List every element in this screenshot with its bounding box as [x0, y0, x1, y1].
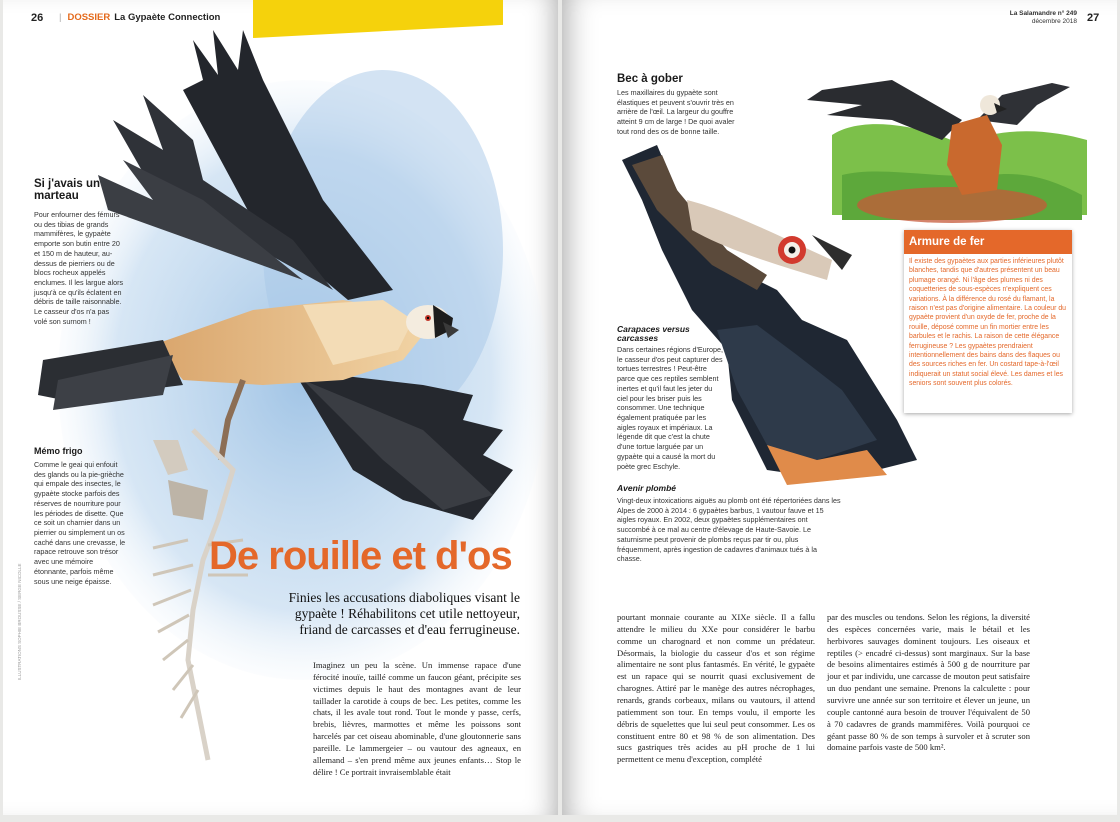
article-title: De rouille et d'os	[209, 534, 512, 578]
illustration-credit: ILLUSTRATIONS SOPHIE BROUSSE / SERGE NICOLLE	[17, 563, 22, 680]
sidebar-title-memo: Mémo frigo	[34, 446, 83, 456]
right-page-number: 27	[1087, 12, 1100, 24]
sidebar-text-carapaces: Dans certaines régions d'Europe, le casseur d'os peut capturer des tortues terrestres ! Peut-être parce que ces reptiles semblent inertes et qu'il faut les jeter du ciel pour les briser puis les consommer. Une technique également pratiquée par les aigles royaux et impériaux. La légende dit que c'est la chute d'une tortue larguée par un gypaète qui a causé la mort du poète grec Eschyle.	[617, 345, 724, 471]
right-page	[562, 0, 1117, 815]
sidebar-text-memo: Comme le geai qui enfouit des glands ou la pie-grièche qui empale des insectes, le gypaète stocke parfois des réserves de nourriture pour les périodes de disette. Que ce soit un charnier dans un pierrier ou simplement un os caché dans une crevasse, le rapace retrouve son trésor avec une mémoire étonnante, parfois même sous une neige épaisse.	[34, 460, 126, 586]
left-page-number: 26	[31, 12, 44, 24]
magazine-header	[1010, 10, 1077, 26]
rubric-subtitle: La Gypaète Connection	[114, 12, 221, 23]
armure-text-part2: La raison de cette élégance ferrugineuse ? Les gypaètes prendraient intentionnellement des bains dans des flaques ou des sources riches en fer. Un costard tape-à-l'œil indiquerait un statut social élevé. Les dames et les seniors sont souvent plus colorés.	[909, 333, 1063, 388]
sidebar-title-carapaces: Carapaces versus carcasses	[617, 324, 690, 343]
armure-boxout	[904, 230, 1072, 413]
armure-text-part1: Il existe des gypaètes aux parties inférieures plutôt blanches, tandis que d'autres présentent un beau plumage orangé. Ni l'âge des plumes ni des coquetteries de sous-espèces n'expliquent ces variations. À la différence du rosé du flamant, la raison n'est pas d'origine alimentaire. La couleur du gypaète provient d'un oxyde de fer, proche de la rouille, déposé comme un fin mortier entre les barbules et le rachis.	[909, 258, 1066, 341]
rubric-label: DOSSIER	[67, 12, 111, 23]
sidebar-text-avenir: Vingt-deux intoxications aiguës au plomb ont été répertoriées dans les Alpes de 2000 à 2014 : 6 gypaètes barbus, 1 vautour fauve et 15 aigles royaux. En 2002, deux gypaètes supplémentaires ont succombé à ce mal au centre d'élevage de Haute-Savoie. Le saturnisme peut provenir de plombs reçus par tir ou, plus fréquemment, après ingestion de cadavres d'animaux tués à la chasse.	[617, 496, 841, 564]
rubric-separator: |	[59, 12, 62, 23]
armure-title: Armure de fer	[904, 230, 1072, 254]
sidebar-text-bec: Les maxillaires du gypaète sont élastiques et peuvent s'ouvrir très en arrière de l'œil. La largeur du gouffre atteint 9 cm de large ! De quoi avaler tout rond des os de bonne taille.	[617, 88, 735, 136]
body-column-1: Imaginez un peu la scène. Un immense rapace d'une férocité inouïe, taillé comme un faucon géant, précipite ses victimes depuis le haut des montagnes avant de leur taillader la carotide à coups de bec. Les petites, comme les chats, il les avale tout rond. Tout le monde y passe, cerfs, brebis, lièvres, marmottes et même les poissons sont harcelés par cet oiseau abominable, d'une gloutonnerie sans pareille. Le lammergeier – ou vautour des agneaux, en allemand – s'en prend même aux jeunes enfants… Stop le délire ! Ce portrait invraisemblable était	[313, 660, 521, 777]
sidebar-title-bec: Bec à gober	[617, 73, 683, 85]
left-page	[3, 0, 558, 815]
sidebar-title-avenir: Avenir plombé	[617, 483, 677, 493]
armure-text	[909, 257, 1067, 388]
sidebar-text-marteau: Pour enfourner des fémurs ou des tibias de grands mammifères, le gypaète emporte son butin entre 20 et 150 m de hauteur, au-dessus de pierriers ou de blocs rocheux appelés enclumes. Il les largue alors jusqu'à ce qu'ils éclatent en débris de taille raisonnable. Le casseur d'os n'a pas volé son surnom !	[34, 210, 124, 326]
body-column-2: pourtant monnaie courante au XIXe siècle. Il a fallu attendre le milieu du XXe pour considérer le barbu comme un charognard et non comme un prédateur. Désormais, la biologie du casseur d'os et son régime alimentaire ne sont plus fantasmés. En vérité, le gypaète est un rapace qui se nourrit quasi exclusivement de charognes. Attiré par le manège des autres nécrophages, renards, grands corbeaux, milans ou vautours, il attend patiemment son tour. En temps voulu, il emporte les débris de squelettes que lui seul peut consommer. Les os constituent entre 80 et 98 % de son alimentation. Des sucs gastriques très acides au pH proche de 1 lui permettent ce menu d'exception, complété	[617, 612, 815, 765]
magazine-name: La Salamandre n° 249	[1009, 10, 1077, 17]
article-lead: Finies les accusations diaboliques visant le gypaète ! Réhabilitons cet utile nettoyeur, friand de carcasses et d'eau ferrugineuse.	[288, 590, 520, 637]
issue-date: décembre 2018	[1031, 17, 1077, 25]
body-column-3: par des muscles ou tendons. Selon les régions, la diversité des espèces concernées varie, mais le bétail et les herbivores sauvages dominent toujours. Les oiseaux et reptiles (> encadré ci-dessus) sont marginaux. Sur la base de besoins alimentaires estimés à 500 g de nourriture par jour et par individu, une carcasse de mouton peut satisfaire un duo pendant une semaine. Prenons la calculette : pour survivre une année sur son territoire et élever un jeune, un couple cantonné aura besoin de trouver l'équivalent de 50 à 70 cadavres de grands mammifères. Voilà pourquoi ce géant passe 80 % de son temps à survoler et à scruter son domaine parfois vaste de 500 km².	[827, 612, 1030, 753]
sidebar-title-marteau: Si j'avais un marteau	[34, 178, 101, 203]
